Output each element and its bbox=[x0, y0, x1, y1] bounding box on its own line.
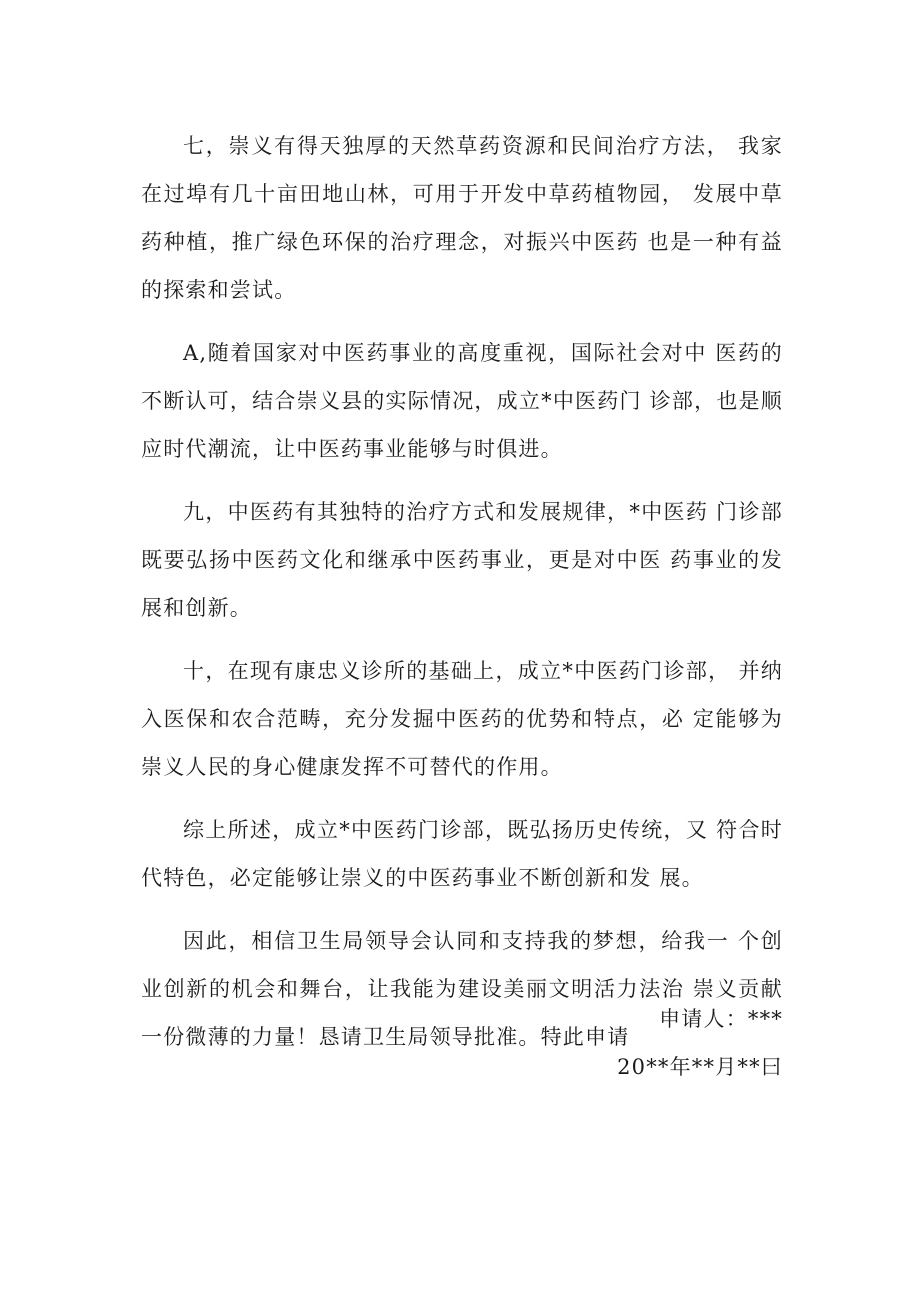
paragraph-10: 十，在现有康忠义诊所的基础上，成立*中医药门诊部， 并纳入医保和农合范畴，充分发掘中医药的优势和特点，必 定能够为崇义人民的身心健康发挥不可替代的作用。 bbox=[141, 659, 783, 779]
paragraph-9: 九，中医药有其独特的治疗方式和发展规律，*中医药 门诊部既要弘扬中医药文化和继承中医药事业，更是对中医 药事业的发展和创新。 bbox=[141, 500, 783, 620]
signature-applicant: 申请人：*** bbox=[659, 1007, 783, 1031]
document-body bbox=[141, 122, 783, 1076]
paragraph-7: 七，崇义有得天独厚的天然草药资源和民间治疗方法， 我家在过埠有几十亩田地山林，可用于开发中草药植物园， 发展中草药种植，推广绿色环保的治疗理念，对振兴中医药 也是一种有益的探索和尝试。 bbox=[141, 134, 783, 302]
paragraph-8: A,随着国家对中医药事业的高度重视，国际社会对中 医药的不断认可，结合崇义县的实际情况，成立*中医药门 诊部，也是顺应时代潮流，让中医药事业能够与时俱进。 bbox=[141, 341, 783, 461]
paragraph-request: 因此，相信卫生局领导会认同和支持我的梦想，给我一 个创业创新的机会和舞台，让我能为建设美丽文明活力法治 崇义贡献一份微薄的力量！恳请卫生局领导批准。特此申请 bbox=[141, 929, 783, 1049]
paragraph-summary: 综上所述，成立*中医药门诊部，既弘扬历史传统，又 符合时代特色，必定能够让崇义的中医药事业不断创新和发 展。 bbox=[141, 818, 783, 890]
signature-date: 20**年**月**曰 bbox=[617, 1055, 783, 1079]
